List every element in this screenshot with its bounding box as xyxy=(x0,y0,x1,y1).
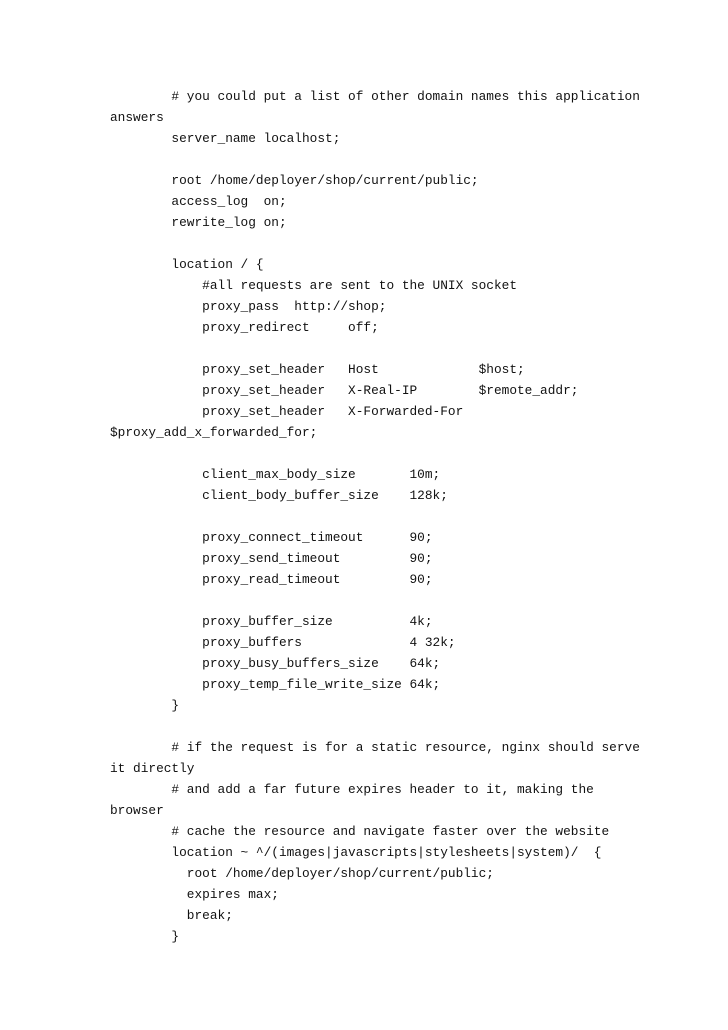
code-line: } xyxy=(110,698,180,713)
code-line: rewrite_log on; xyxy=(110,215,287,230)
code-line: break; xyxy=(110,908,233,923)
code-line: # cache the resource and navigate faster over the website xyxy=(110,824,610,839)
code-line xyxy=(110,338,720,359)
code-line: proxy_read_timeout 90; xyxy=(110,572,433,587)
code-line: location ~ ^/(images|javascripts|stylesheets|system)/ { xyxy=(110,845,602,860)
code-line xyxy=(110,443,720,464)
code-line xyxy=(110,233,720,254)
code-line: root /home/deployer/shop/current/public; xyxy=(110,173,479,188)
code-block xyxy=(110,86,720,947)
code-line: server_name localhost; xyxy=(110,131,341,146)
code-line: client_max_body_size 10m; xyxy=(110,467,441,482)
code-line: # if the request is for a static resource, nginx should serve xyxy=(110,740,640,755)
code-line: proxy_redirect off; xyxy=(110,320,379,335)
code-line: expires max; xyxy=(110,887,279,902)
code-line xyxy=(110,590,720,611)
code-line: it directly xyxy=(110,761,195,776)
code-line: # and add a far future expires header to it, making the xyxy=(110,782,594,797)
code-line: #all requests are sent to the UNIX socket xyxy=(110,278,518,293)
code-line xyxy=(110,716,720,737)
code-line: client_body_buffer_size 128k; xyxy=(110,488,448,503)
code-line: proxy_temp_file_write_size 64k; xyxy=(110,677,441,692)
code-line: proxy_pass http://shop; xyxy=(110,299,387,314)
code-line: proxy_buffer_size 4k; xyxy=(110,614,433,629)
code-line xyxy=(110,149,720,170)
code-line: access_log on; xyxy=(110,194,287,209)
code-line: proxy_buffers 4 32k; xyxy=(110,635,456,650)
code-line: proxy_set_header Host $host; xyxy=(110,362,525,377)
code-line: root /home/deployer/shop/current/public; xyxy=(110,866,494,881)
code-line xyxy=(110,506,720,527)
code-line: proxy_busy_buffers_size 64k; xyxy=(110,656,441,671)
code-line: proxy_set_header X-Forwarded-For xyxy=(110,404,464,419)
code-line: proxy_set_header X-Real-IP $remote_addr; xyxy=(110,383,579,398)
code-line: location / { xyxy=(110,257,264,272)
code-line: proxy_connect_timeout 90; xyxy=(110,530,433,545)
code-line: } xyxy=(110,929,180,944)
code-line: proxy_send_timeout 90; xyxy=(110,551,433,566)
code-line: $proxy_add_x_forwarded_for; xyxy=(110,425,318,440)
code-line: browser xyxy=(110,803,164,818)
code-line: answers xyxy=(110,110,164,125)
code-line: # you could put a list of other domain names this application xyxy=(110,89,640,104)
